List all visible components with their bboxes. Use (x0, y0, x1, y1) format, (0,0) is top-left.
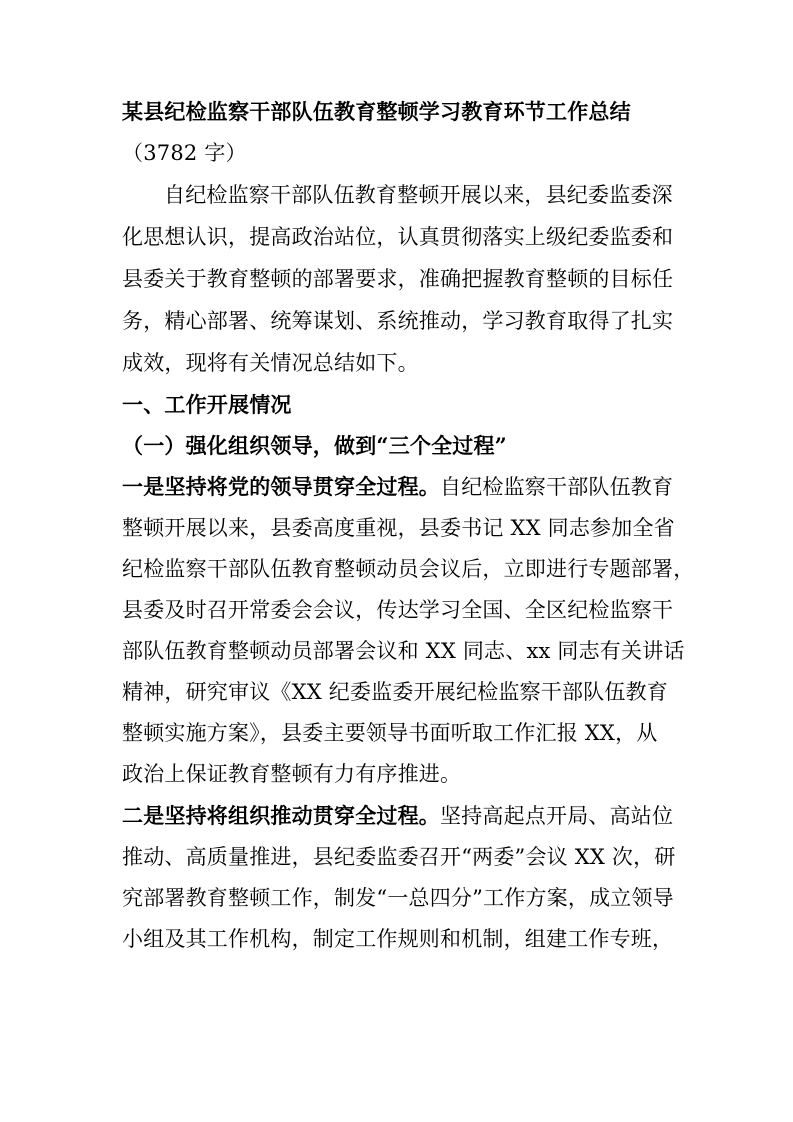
intro-line-1: 自纪检监察干部队伍教育整顿开展以来，县纪委监委深 (164, 183, 673, 207)
point1-line: 县委及时召开常委会会议，传达学习全国、全区纪检监察干 (122, 598, 674, 622)
point1-first-line (122, 473, 673, 501)
point2-line: 究部署教育整顿工作，制发“一总四分”工作方案，成立领导 (122, 886, 674, 910)
point1-line: 精神，研究审议《XX 纪委监委开展纪检监察干部队伍教育 (122, 680, 668, 704)
point2-first-line (122, 802, 673, 830)
point1-line: 部队伍教育整顿动员部署会议和 XX 同志、xx 同志有关讲话 (122, 639, 685, 663)
point2-line: 小组及其工作机构，制定工作规则和机制，组建工作专班， (122, 927, 674, 951)
point1-lead: 一是坚持将党的领导贯穿全过程。 (122, 474, 440, 499)
intro-line-3: 县委关于教育整顿的部署要求，准确把握教育整顿的目标任 (122, 267, 674, 291)
point2-line: 推动、高质量推进，县纪委监委召开“两委”会议 XX 次，研 (122, 845, 676, 869)
intro-line-5: 成效，现将有关情况总结如下。 (122, 351, 419, 375)
intro-line-2: 化思想认识，提高政治站位，认真贯彻落实上级纪委监委和 (122, 225, 674, 249)
word-count: （3782 字） (122, 141, 247, 165)
point1-line: 政治上保证教育整顿有力有序推进。 (122, 762, 462, 786)
point1-line: 纪检监察干部队伍教育整顿动员会议后，立即进行专题部署， (122, 557, 695, 581)
point1-line: 整顿开展以来，县委高度重视，县委书记 XX 同志参加全省 (122, 516, 675, 540)
point2-first-line-rest: 坚持高起点开局、高站位 (440, 804, 674, 828)
point1-line: 整顿实施方案》，县委主要领导书面听取工作汇报 XX，从 (122, 721, 658, 745)
intro-line-4: 务，精心部署、统筹谋划、系统推动，学习教育取得了扎实 (122, 309, 674, 333)
document-title: 某县纪检监察干部队伍教育整顿学习教育环节工作总结 (122, 99, 631, 124)
point2-lead: 二是坚持将组织推动贯穿全过程。 (122, 803, 440, 828)
subsection-heading: （一）强化组织领导，做到“三个全过程” (122, 433, 507, 458)
point1-first-line-rest: 自纪检监察干部队伍教育 (440, 475, 674, 499)
section-heading: 一、工作开展情况 (122, 392, 292, 417)
